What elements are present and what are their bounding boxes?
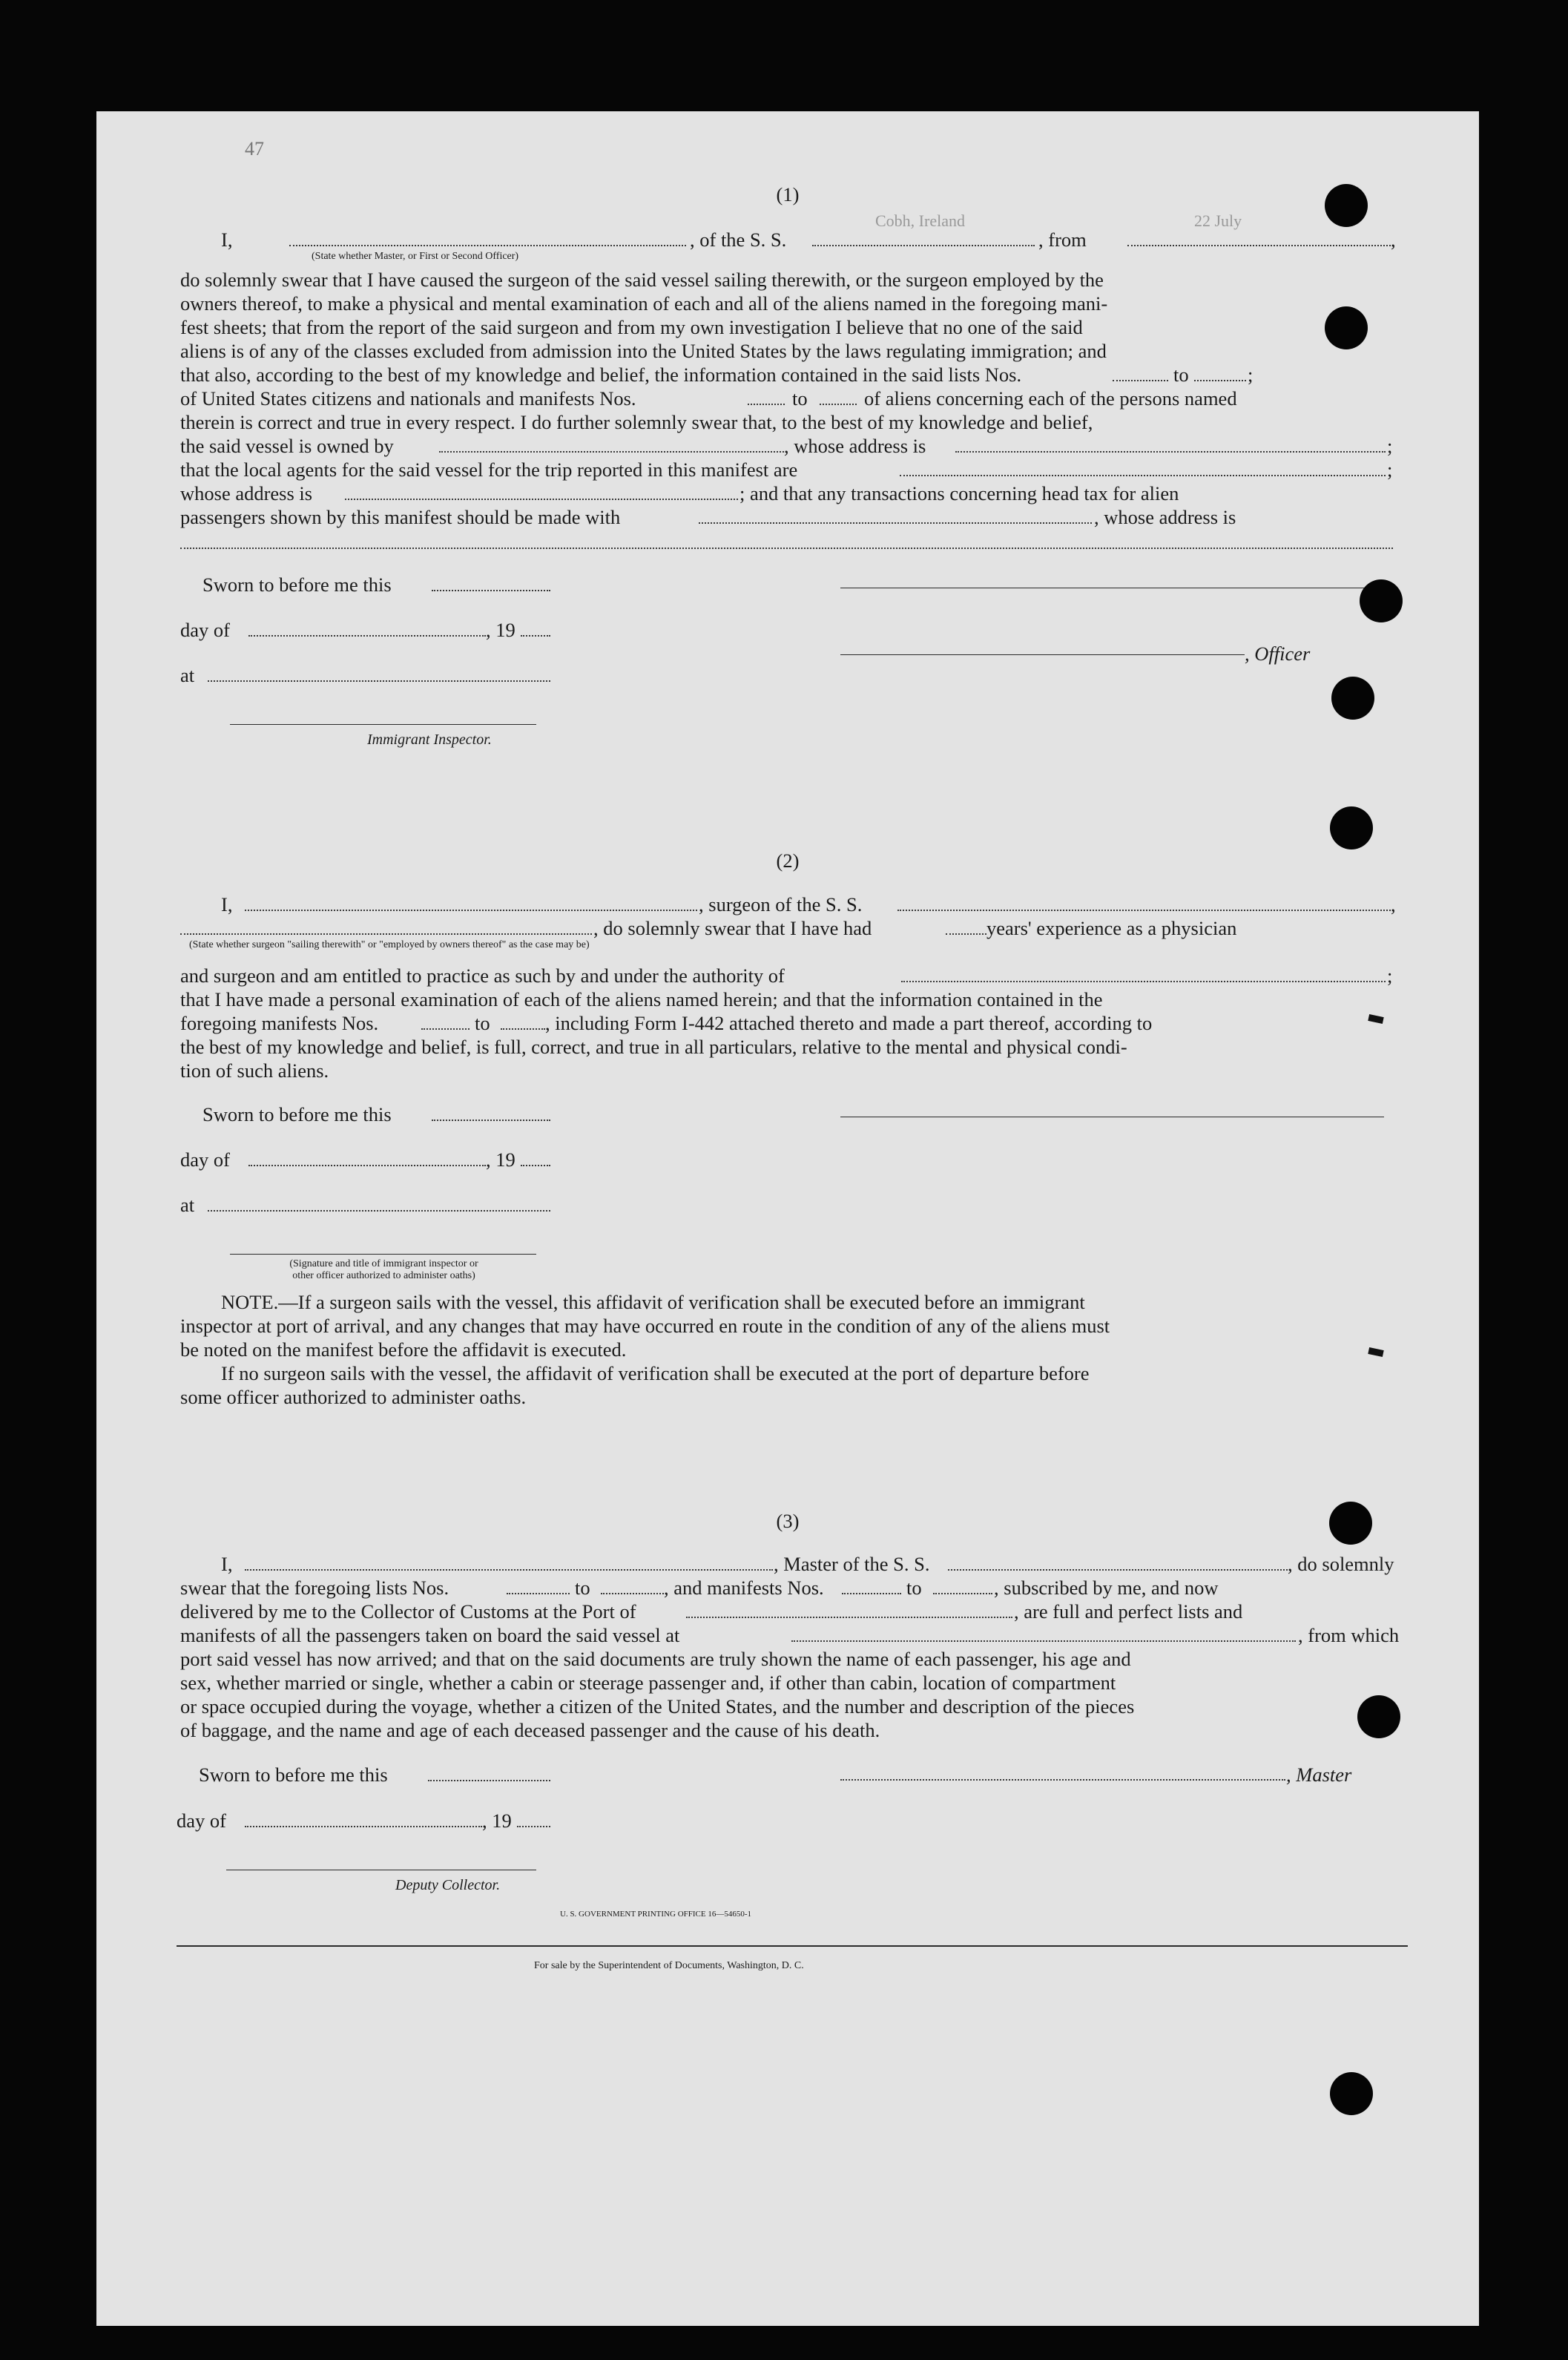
s3-body-3: of baggage, and the name and age of each deceased passenger and the cause of his death. xyxy=(180,1719,880,1741)
document-sheet: (1) I, , of the S. S. , from , (State whether Master, or First or Second Officer) do solemnly swear that I have caused the surgeon of the said vessel sailing therewith, or the surgeon employed by the owners thereof, to make a physical and mental examination of each and all of the aliens named in the foregoing mani- fest sheets; that from the report of the said surgeon and from my own investigation I believe that no one of the said aliens is of any of the classes excluded from admission into the United States by the laws regulating immigration; and that also, according to the best of my knowledge and belief, the information contained in the said lists Nos. to ; of United States citizens and nationals and manifests Nos. to of aliens concerning each of the persons named therein is correct and true in every respect. I do further solemnly swear that, to the best of my knowledge and belief, the said vessel is owned by , whose address is ; that the local agents for the said vessel for the trip reported in this manifest are ; whose address is ; and that any transactions concerning head tax for alien passengers shown by this manifest should be made with , whose address is Sworn to before me this day of , 19 , Officer at Immigrant Inspector. (2) I, , surgeon of the S. S. , , do solemnly swear that I have had years' experience as a physician (State whether surgeon "sailing therewith" or "employed by owners thereof" as the case may be) and surgeon and am entitled to practice as such by and under the authority of ; that I have made a personal examination of each of the aliens named herein; and that the information contained in the foregoing manifests Nos. to , including Form I-442 attached thereto and made a part thereof, according to the best of my knowledge and belief, is full, correct, and true in all particulars, relative to the mental and physical condi- tion of such aliens. Sworn to before me this day of , 19 at (Signature and title of immigrant inspector or other officer authorized to administer oaths) NOTE.—If a surgeon sails with the vessel, this affidavit of verification shall be executed before an immigrant inspector at port of arrival, and any changes that may have occurred en route in the condition of any of the aliens must be noted on the manifest before the affidavit is executed. If no surgeon sails with the vessel, the affidavit of verification shall be executed at the port of departure before some officer authorized to administer oaths. (3) I, , Master of the S. S. , do solemnly swear that the foregoing lists Nos. to , and manifests Nos. to , subscribed by me, and now delivered by me to the Collector of Customs at the Port of , are full and perfect lists and manifests of all the passengers taken on board the said vessel at , from which port said vessel has now arrived; and that on the said documents are truly shown the name of each passenger, his age and sex, whether married or single, whether a cabin or steerage passenger and, if other than cabin, location of compartment or space occupied during the voyage, whether a citizen of the United States, and the number and description of the pieces of baggage, and the name and age of each deceased passenger and the cause of his death. Sworn to before me this , Master day of , 19 Deputy Collector. U. S. GOVERNMENT PRINTING OFFICE 16—54650-1 For sale by the Superintendent of Documents, Washington, D. C. 47 22 July Cobh, Ireland xyxy=(96,111,1479,2326)
section-3-number: (3) xyxy=(776,1510,800,1532)
deputy-collector-label: Deputy Collector. xyxy=(395,1877,501,1893)
s3-body-1: sex, whether married or single, whether a cabin or steerage passenger and, if other than cabin, location of compartment xyxy=(180,1672,1116,1694)
section-1-number: (1) xyxy=(776,183,800,206)
s1-body-6: therein is correct and true in every respect. I do further solemnly swear that, to the best of my knowledge and belief, xyxy=(180,411,1093,433)
s3-body-0: port said vessel has now arrived; and that on the said documents are truly shown the name of each passenger, his age and xyxy=(180,1648,1131,1670)
note-line-2: inspector at port of arrival, and any changes that may have occurred en route in the condition of any of the aliens must xyxy=(180,1315,1110,1337)
section-2-number: (2) xyxy=(776,849,800,872)
officer-caption: (State whether Master, or First or Second Officer) xyxy=(312,251,519,262)
binder-hole xyxy=(1325,306,1368,349)
note-line-5: some officer authorized to administer oaths. xyxy=(180,1386,527,1408)
s1-body-4: that also, according to the best of my knowledge and belief, the information contained in the said lists Nos. xyxy=(180,364,1022,386)
note-line-4: If no surgeon sails with the vessel, the affidavit of verification shall be executed at the port of departure before xyxy=(221,1362,1090,1384)
s1-day-of: day of xyxy=(180,619,230,641)
binder-hole xyxy=(1360,579,1403,622)
master-label: , Master xyxy=(1286,1764,1352,1786)
s1-body-5: of United States citizens and nationals and manifests Nos. xyxy=(180,387,636,410)
s1-body-1: owners thereof, to make a physical and mental examination of each and all of the aliens named in the foregoing mani- xyxy=(180,292,1108,315)
s3-body-2: or space occupied during the voyage, whether a citizen of the United States, and the number and description of the pieces xyxy=(180,1695,1135,1718)
binder-hole xyxy=(1330,806,1373,849)
handwritten-number: 47 xyxy=(245,138,264,160)
s1-body-10: passengers shown by this manifest should be made with xyxy=(180,506,621,528)
binder-hole xyxy=(1329,1502,1372,1545)
officer-label: , Officer xyxy=(1245,642,1311,665)
s1-body-7: the said vessel is owned by xyxy=(180,435,394,457)
s1-ss: , of the S. S. xyxy=(690,229,787,251)
binder-hole xyxy=(1331,677,1374,720)
immigrant-inspector-label: Immigrant Inspector. xyxy=(367,732,492,748)
binder-hole xyxy=(1330,2072,1373,2115)
binder-hole xyxy=(1325,184,1368,227)
s1-from: , from xyxy=(1038,229,1087,251)
s1-sworn: Sworn to before me this xyxy=(202,573,392,596)
s1-body-3: aliens is of any of the classes excluded from admission into the United States by the laws regulating immigration; and xyxy=(180,340,1107,362)
handwritten-date: 22 July xyxy=(1194,211,1242,230)
handwritten-place: Cobh, Ireland xyxy=(875,211,965,230)
sale-note: For sale by the Superintendent of Documents, Washington, D. C. xyxy=(534,1960,804,1971)
s1-body-2: fest sheets; that from the report of the said surgeon and from my own investigation I believe that no one of the said xyxy=(180,316,1083,338)
note-line-3: be noted on the manifest before the affidavit is executed. xyxy=(180,1338,627,1361)
s1-body-8: that the local agents for the said vessel for the trip reported in this manifest are xyxy=(180,458,798,481)
s1-at: at xyxy=(180,664,195,686)
surgeon-caption: (State whether surgeon "sailing therewith" or "employed by owners thereof" as the case may be) xyxy=(189,939,590,950)
binder-hole xyxy=(1357,1695,1400,1738)
s1-body-9: whose address is xyxy=(180,482,313,504)
note-line-1: NOTE.—If a surgeon sails with the vessel, this affidavit of verification shall be executed before an immigrant xyxy=(221,1291,1085,1313)
s1-i: I, xyxy=(221,229,233,251)
s1-body-0: do solemnly swear that I have caused the surgeon of the said vessel sailing therewith, or the surgeon employed by the xyxy=(180,269,1104,291)
printing-office: U. S. GOVERNMENT PRINTING OFFICE 16—54650-1 xyxy=(560,1910,752,1919)
